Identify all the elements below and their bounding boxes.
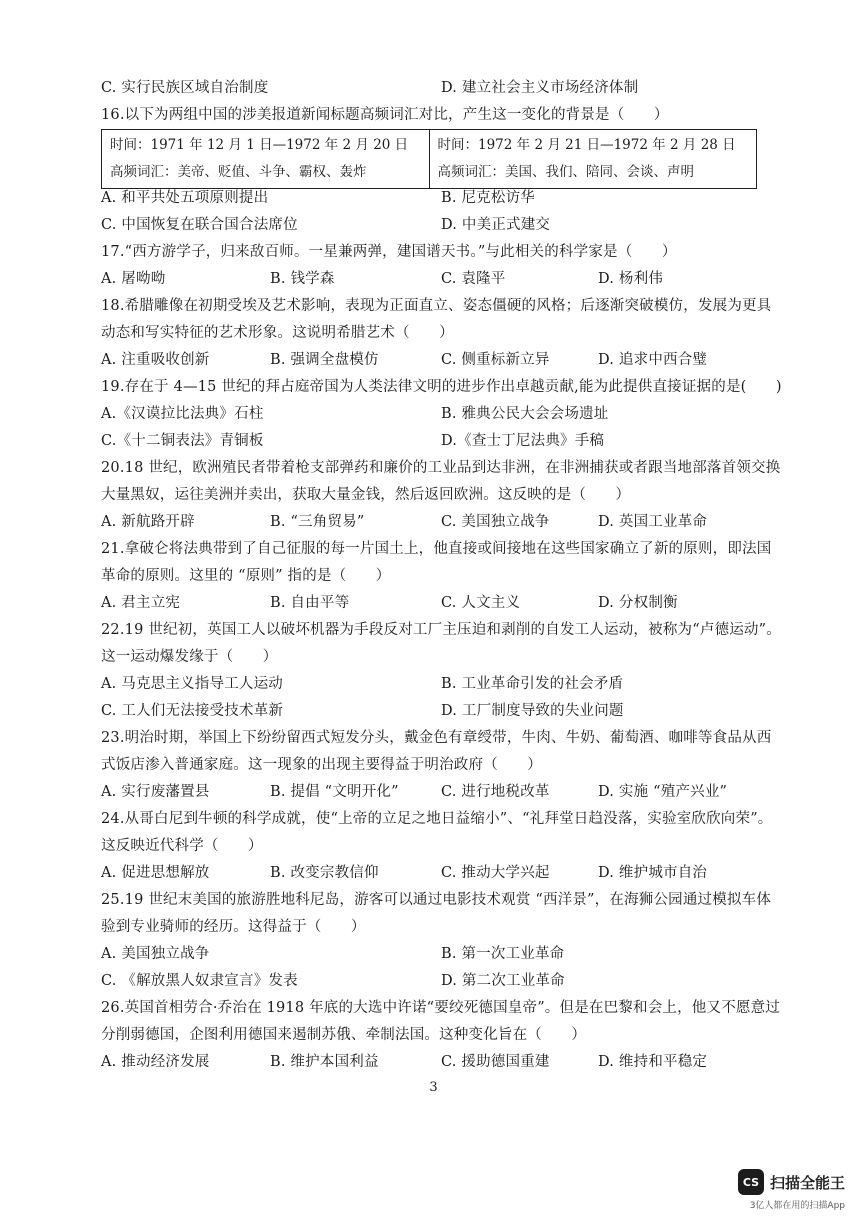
camscanner-logo-icon: CS bbox=[738, 1169, 764, 1195]
q25-options-row-2 bbox=[101, 968, 773, 995]
q23-stem-line-2: 式饭店渗入普通家庭。这一现象的出现主要得益于明治政府（ ） bbox=[101, 757, 542, 773]
q26-option-b: B. 维护本国利益 bbox=[270, 1054, 379, 1070]
q26-option-a: A. 推动经济发展 bbox=[101, 1054, 210, 1070]
q21-stem-line-1: 21.拿破仑将法典带到了自己征服的每一片国土上，他直接或间接地在这些国家确立了新的原则，即法国 bbox=[101, 541, 772, 557]
q16-option-a: A. 和平共处五项原则提出 bbox=[101, 190, 269, 206]
q23-option-b: B. 提倡 “文明开化” bbox=[270, 784, 399, 800]
q17-option-c: C. 袁隆平 bbox=[441, 271, 506, 287]
q23-option-c: C. 进行地税改革 bbox=[441, 784, 550, 800]
q23-option-a: A. 实行废藩置县 bbox=[101, 784, 210, 800]
q22-stem-line-2: 这一运动爆发缘于（ ） bbox=[101, 649, 278, 665]
q16-option-b: B. 尼克松访华 bbox=[441, 190, 535, 206]
q20-options-row bbox=[101, 509, 773, 536]
q25-option-b: B. 第一次工业革命 bbox=[441, 946, 565, 962]
q24-stem-line-2: 这反映近代科学（ ） bbox=[101, 838, 263, 854]
q19-option-a: A.《汉谟拉比法典》石柱 bbox=[101, 406, 264, 422]
q25-stem-line-1: 25.19 世纪末美国的旅游胜地科尼岛，游客可以通过电影技术观赏 “西洋景”，在海狮公园通过模拟车体 bbox=[101, 892, 772, 908]
q18-option-d: D. 追求中西合璧 bbox=[598, 352, 708, 368]
q24-option-a: A. 促进思想解放 bbox=[101, 865, 210, 881]
q22-options-row-2 bbox=[101, 698, 773, 725]
q19-option-b: B. 雅典公民大会会场遗址 bbox=[441, 406, 609, 422]
q21-option-a: A. 君主立宪 bbox=[101, 595, 181, 611]
watermark-tagline: 3亿人都在用的扫描App bbox=[749, 1201, 845, 1211]
q16-right-cell bbox=[429, 130, 757, 189]
q17-option-a: A. 屠呦呦 bbox=[101, 271, 166, 287]
q23-option-d: D. 实施 “殖产兴业” bbox=[598, 784, 728, 800]
q17-options-row bbox=[101, 266, 773, 293]
q21-option-b: B. 自由平等 bbox=[270, 595, 350, 611]
q20-option-c: C. 美国独立战争 bbox=[441, 514, 550, 530]
q25-option-c: C. 《解放黑人奴隶宣言》发表 bbox=[101, 973, 298, 989]
q19-options-row-2 bbox=[101, 428, 773, 455]
q25-options-row-1 bbox=[101, 941, 773, 968]
q16-stem: 16.以下为两组中国的涉美报道新闻标题高频词汇对比，产生这一变化的背景是（ ） bbox=[101, 107, 669, 123]
q17-option-d: D. 杨利伟 bbox=[598, 271, 664, 287]
q19-option-d: D.《查士丁尼法典》手稿 bbox=[441, 433, 605, 449]
scanner-watermark bbox=[738, 1169, 845, 1195]
q20-option-b: B. “三角贸易” bbox=[270, 514, 365, 530]
q22-option-a: A. 马克思主义指导工人运动 bbox=[101, 676, 283, 692]
q24-stem-line-1: 24.从哥白尼到牛顿的科学成就，使“上帝的立足之地日益缩小”、“礼拜堂日趋没落，实验室欣欣向荣”。 bbox=[101, 811, 773, 827]
q16-right-words: 高频词汇：美国、我们、陪同、会谈、声明 bbox=[437, 164, 694, 180]
q24-options-row bbox=[101, 860, 773, 887]
q17-stem: 17.“西方游学子，归来敌百师。一星兼两弹，建国谱天书。”与此相关的科学家是（ ） bbox=[101, 244, 677, 260]
q16-options-row-2 bbox=[101, 212, 773, 239]
q16-left-time: 时间：1971 年 12 月 1 日—1972 年 2 月 20 日 bbox=[110, 137, 409, 153]
q22-option-d: D. 工厂制度导致的失业问题 bbox=[441, 703, 624, 719]
q20-stem-line-1: 20.18 世纪，欧洲殖民者带着枪支部弹药和廉价的工业品到达非洲，在非洲捕获或者跟当地部落首领交换 bbox=[101, 460, 781, 476]
q25-option-d: D. 第二次工业革命 bbox=[441, 973, 565, 989]
q22-options-row-1 bbox=[101, 671, 773, 698]
q16-comparison-table bbox=[101, 129, 757, 189]
q18-option-c: C. 侧重标新立异 bbox=[441, 352, 550, 368]
q16-option-d: D. 中美正式建交 bbox=[441, 217, 551, 233]
q22-option-b: B. 工业革命引发的社会矛盾 bbox=[441, 676, 624, 692]
q16-option-c: C. 中国恢复在联合国合法席位 bbox=[101, 217, 298, 233]
q24-option-d: D. 维护城市自治 bbox=[598, 865, 708, 881]
q18-stem-line-2: 动态和写实特征的艺术形象。这说明希腊艺术（ ） bbox=[101, 325, 454, 341]
q17-option-b: B. 钱学森 bbox=[270, 271, 335, 287]
page-number: 3 bbox=[429, 1080, 438, 1095]
q19-option-c: C.《十二铜表法》青铜板 bbox=[101, 433, 264, 449]
q20-stem-line-2: 大量黑奴，运往美洲并卖出，获取大量金钱，然后返回欧洲。这反映的是（ ） bbox=[101, 487, 631, 503]
q26-option-c: C. 援助德国重建 bbox=[441, 1054, 550, 1070]
q19-stem: 19.存在于 4—15 世纪的拜占庭帝国为人类法律文明的进步作出卓越贡献,能为此提供直接证据的是( ) bbox=[101, 379, 782, 395]
q23-stem-line-1: 23.明治时期，举国上下纷纷留西式短发分头，戴金色有章绶带，牛肉、牛奶、葡萄酒、咖啡等食品从西 bbox=[101, 730, 772, 746]
q26-stem-line-2: 分削弱德国，企图利用德国来遏制苏俄、牵制法国。这种变化旨在（ ） bbox=[101, 1027, 587, 1043]
q15-options-row bbox=[101, 75, 773, 102]
q21-option-c: C. 人文主义 bbox=[441, 595, 521, 611]
q26-options-row bbox=[101, 1049, 773, 1076]
q20-option-d: D. 英国工业革命 bbox=[598, 514, 708, 530]
watermark-brand: 扫描全能王 bbox=[769, 1173, 845, 1192]
q18-option-b: B. 强调全盘模仿 bbox=[270, 352, 379, 368]
q23-options-row bbox=[101, 779, 773, 806]
q21-option-d: D. 分权制衡 bbox=[598, 595, 678, 611]
q25-option-a: A. 美国独立战争 bbox=[101, 946, 210, 962]
q15-option-d: D. 建立社会主义市场经济体制 bbox=[441, 80, 639, 96]
q19-options-row-1 bbox=[101, 401, 773, 428]
q24-option-c: C. 推动大学兴起 bbox=[441, 865, 550, 881]
q18-option-a: A. 注重吸收创新 bbox=[101, 352, 210, 368]
q20-option-a: A. 新航路开辟 bbox=[101, 514, 195, 530]
q24-option-b: B. 改变宗教信仰 bbox=[270, 865, 379, 881]
q26-stem-line-1: 26.英国首相劳合·乔治在 1918 年底的大选中许诺“要绞死德国皇帝”。但是在巴黎和会上，他又不愿意过 bbox=[101, 1000, 781, 1016]
q15-option-c: C. 实行民族区域自治制度 bbox=[101, 80, 269, 96]
q25-stem-line-2: 验到专业骑师的经历。这得益于（ ） bbox=[101, 919, 366, 935]
q22-option-c: C. 工人们无法接受技术革新 bbox=[101, 703, 284, 719]
q16-left-cell bbox=[102, 130, 430, 189]
q18-stem-line-1: 18.希腊雕像在初期受埃及艺术影响，表现为正面直立、姿态僵硬的风格；后逐渐突破模仿，发展为更具 bbox=[101, 298, 772, 314]
q16-left-words: 高频词汇：美帝、贬值、斗争、霸权、轰炸 bbox=[110, 164, 367, 180]
q26-option-d: D. 维持和平稳定 bbox=[598, 1054, 708, 1070]
q21-options-row bbox=[101, 590, 773, 617]
q21-stem-line-2: 革命的原则。这里的 “原则” 指的是（ ） bbox=[101, 568, 391, 584]
q16-right-time: 时间：1972 年 2 月 21 日—1972 年 2 月 28 日 bbox=[437, 137, 736, 153]
q18-options-row bbox=[101, 347, 773, 374]
q16-options-row-1 bbox=[101, 185, 773, 212]
q22-stem-line-1: 22.19 世纪初，英国工人以破坏机器为手段反对工厂主压迫和剥削的自发工人运动，被称为“卢德运动”。 bbox=[101, 622, 781, 638]
